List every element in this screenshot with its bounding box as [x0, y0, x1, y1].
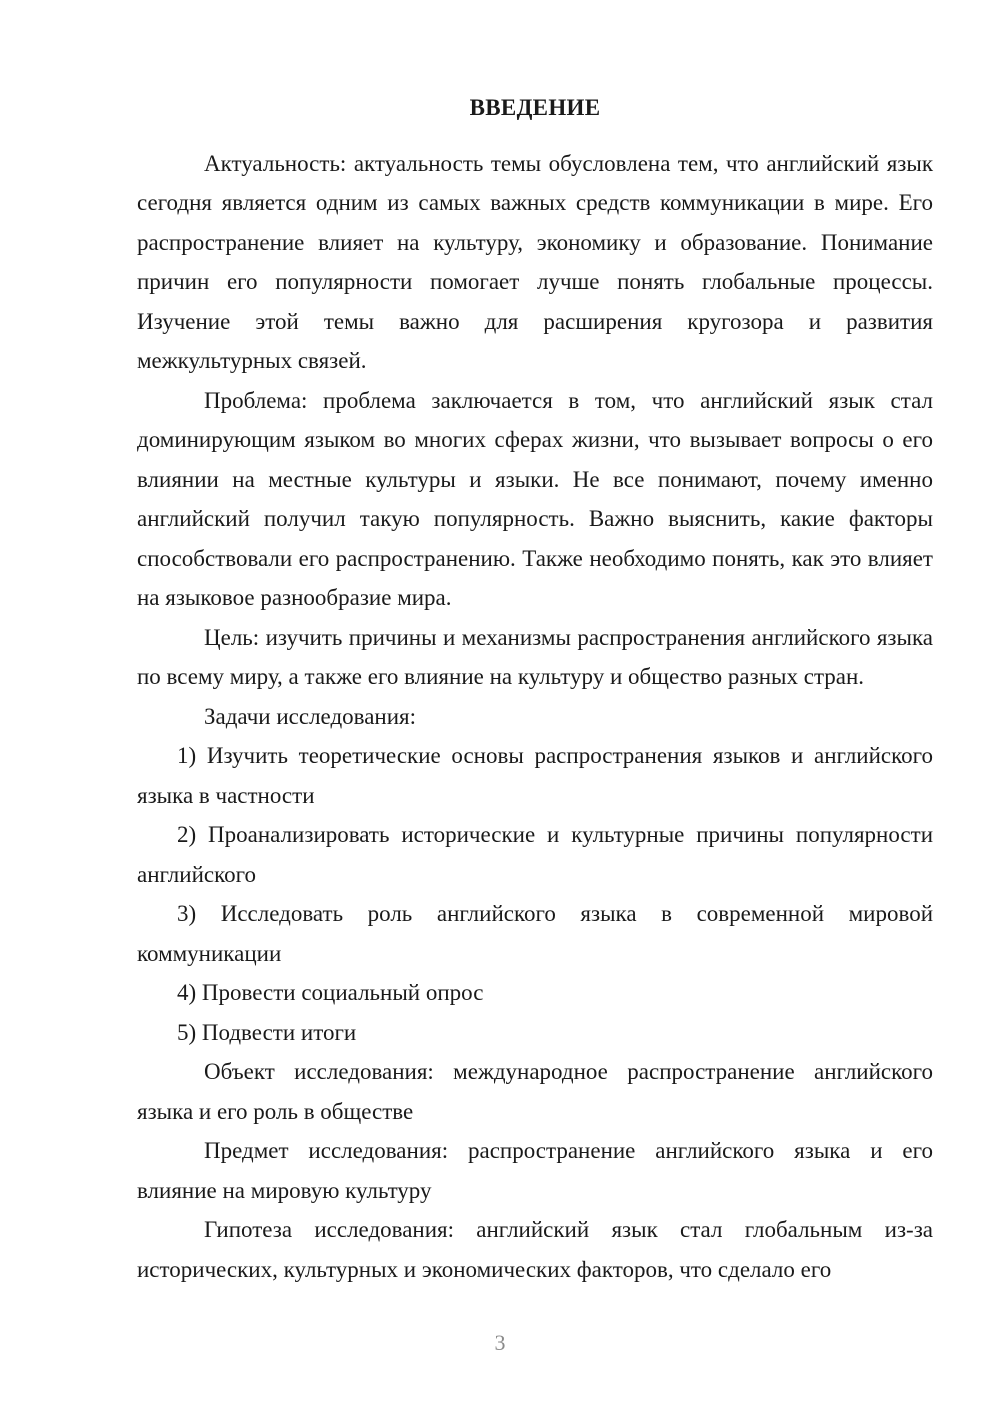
list-item: 3) Исследовать роль английского языка в современной мировой коммуникации — [137, 901, 933, 966]
paragraph-subject: Предмет исследования: распространение английского языка и его влияние на мировую культуру — [137, 1138, 933, 1203]
paragraph-object: Объект исследования: международное распространение английского языка и его роль в обществе — [137, 1059, 933, 1124]
paragraph-goal: Цель: изучить причины и механизмы распространения английского языка по всему миру, а также его влияние на культуру и общество разных стран. — [137, 624, 933, 689]
list-item: 1) Изучить теоретические основы распространения языков и английского языка в частности — [137, 743, 933, 808]
page-number: 3 — [494, 1330, 506, 1355]
paragraph-problem: Проблема: проблема заключается в том, что английский язык стал доминирующим языком во многих сферах жизни, что вызывает вопросы о его влиянии на местные культуры и языки. Не все понимают, почему именно английский получил такую популярность. Важно выяснить, какие факторы способствовали его распространению. Также необходимо понять, как это влияет на языковое разнообразие мира. — [137, 387, 933, 610]
list-item: 2) Проанализировать исторические и культурные причины популярности английского — [137, 822, 933, 887]
tasks-heading: Задачи исследования: — [204, 703, 417, 729]
paragraph-relevance: Актуальность: актуальность темы обусловлена тем, что английский язык сегодня является одним из самых важных средств коммуникации в мире. Его распространение влияет на культуру, экономику и образование. Понимание причин его популярности помогает лучше понять глобальные процессы. Изучение этой темы важно для расширения кругозора и развития межкультурных связей. — [137, 150, 933, 373]
page-title: ВВЕДЕНИЕ — [469, 95, 601, 120]
list-item: 4) Провести социальный опрос — [177, 980, 484, 1005]
list-item: 5) Подвести итоги — [177, 1019, 357, 1045]
paragraph-hypothesis: Гипотеза исследования: английский язык стал глобальным из-за исторических, культурных и экономических факторов, что сделало его — [137, 1217, 933, 1282]
document-body — [137, 88, 933, 1289]
